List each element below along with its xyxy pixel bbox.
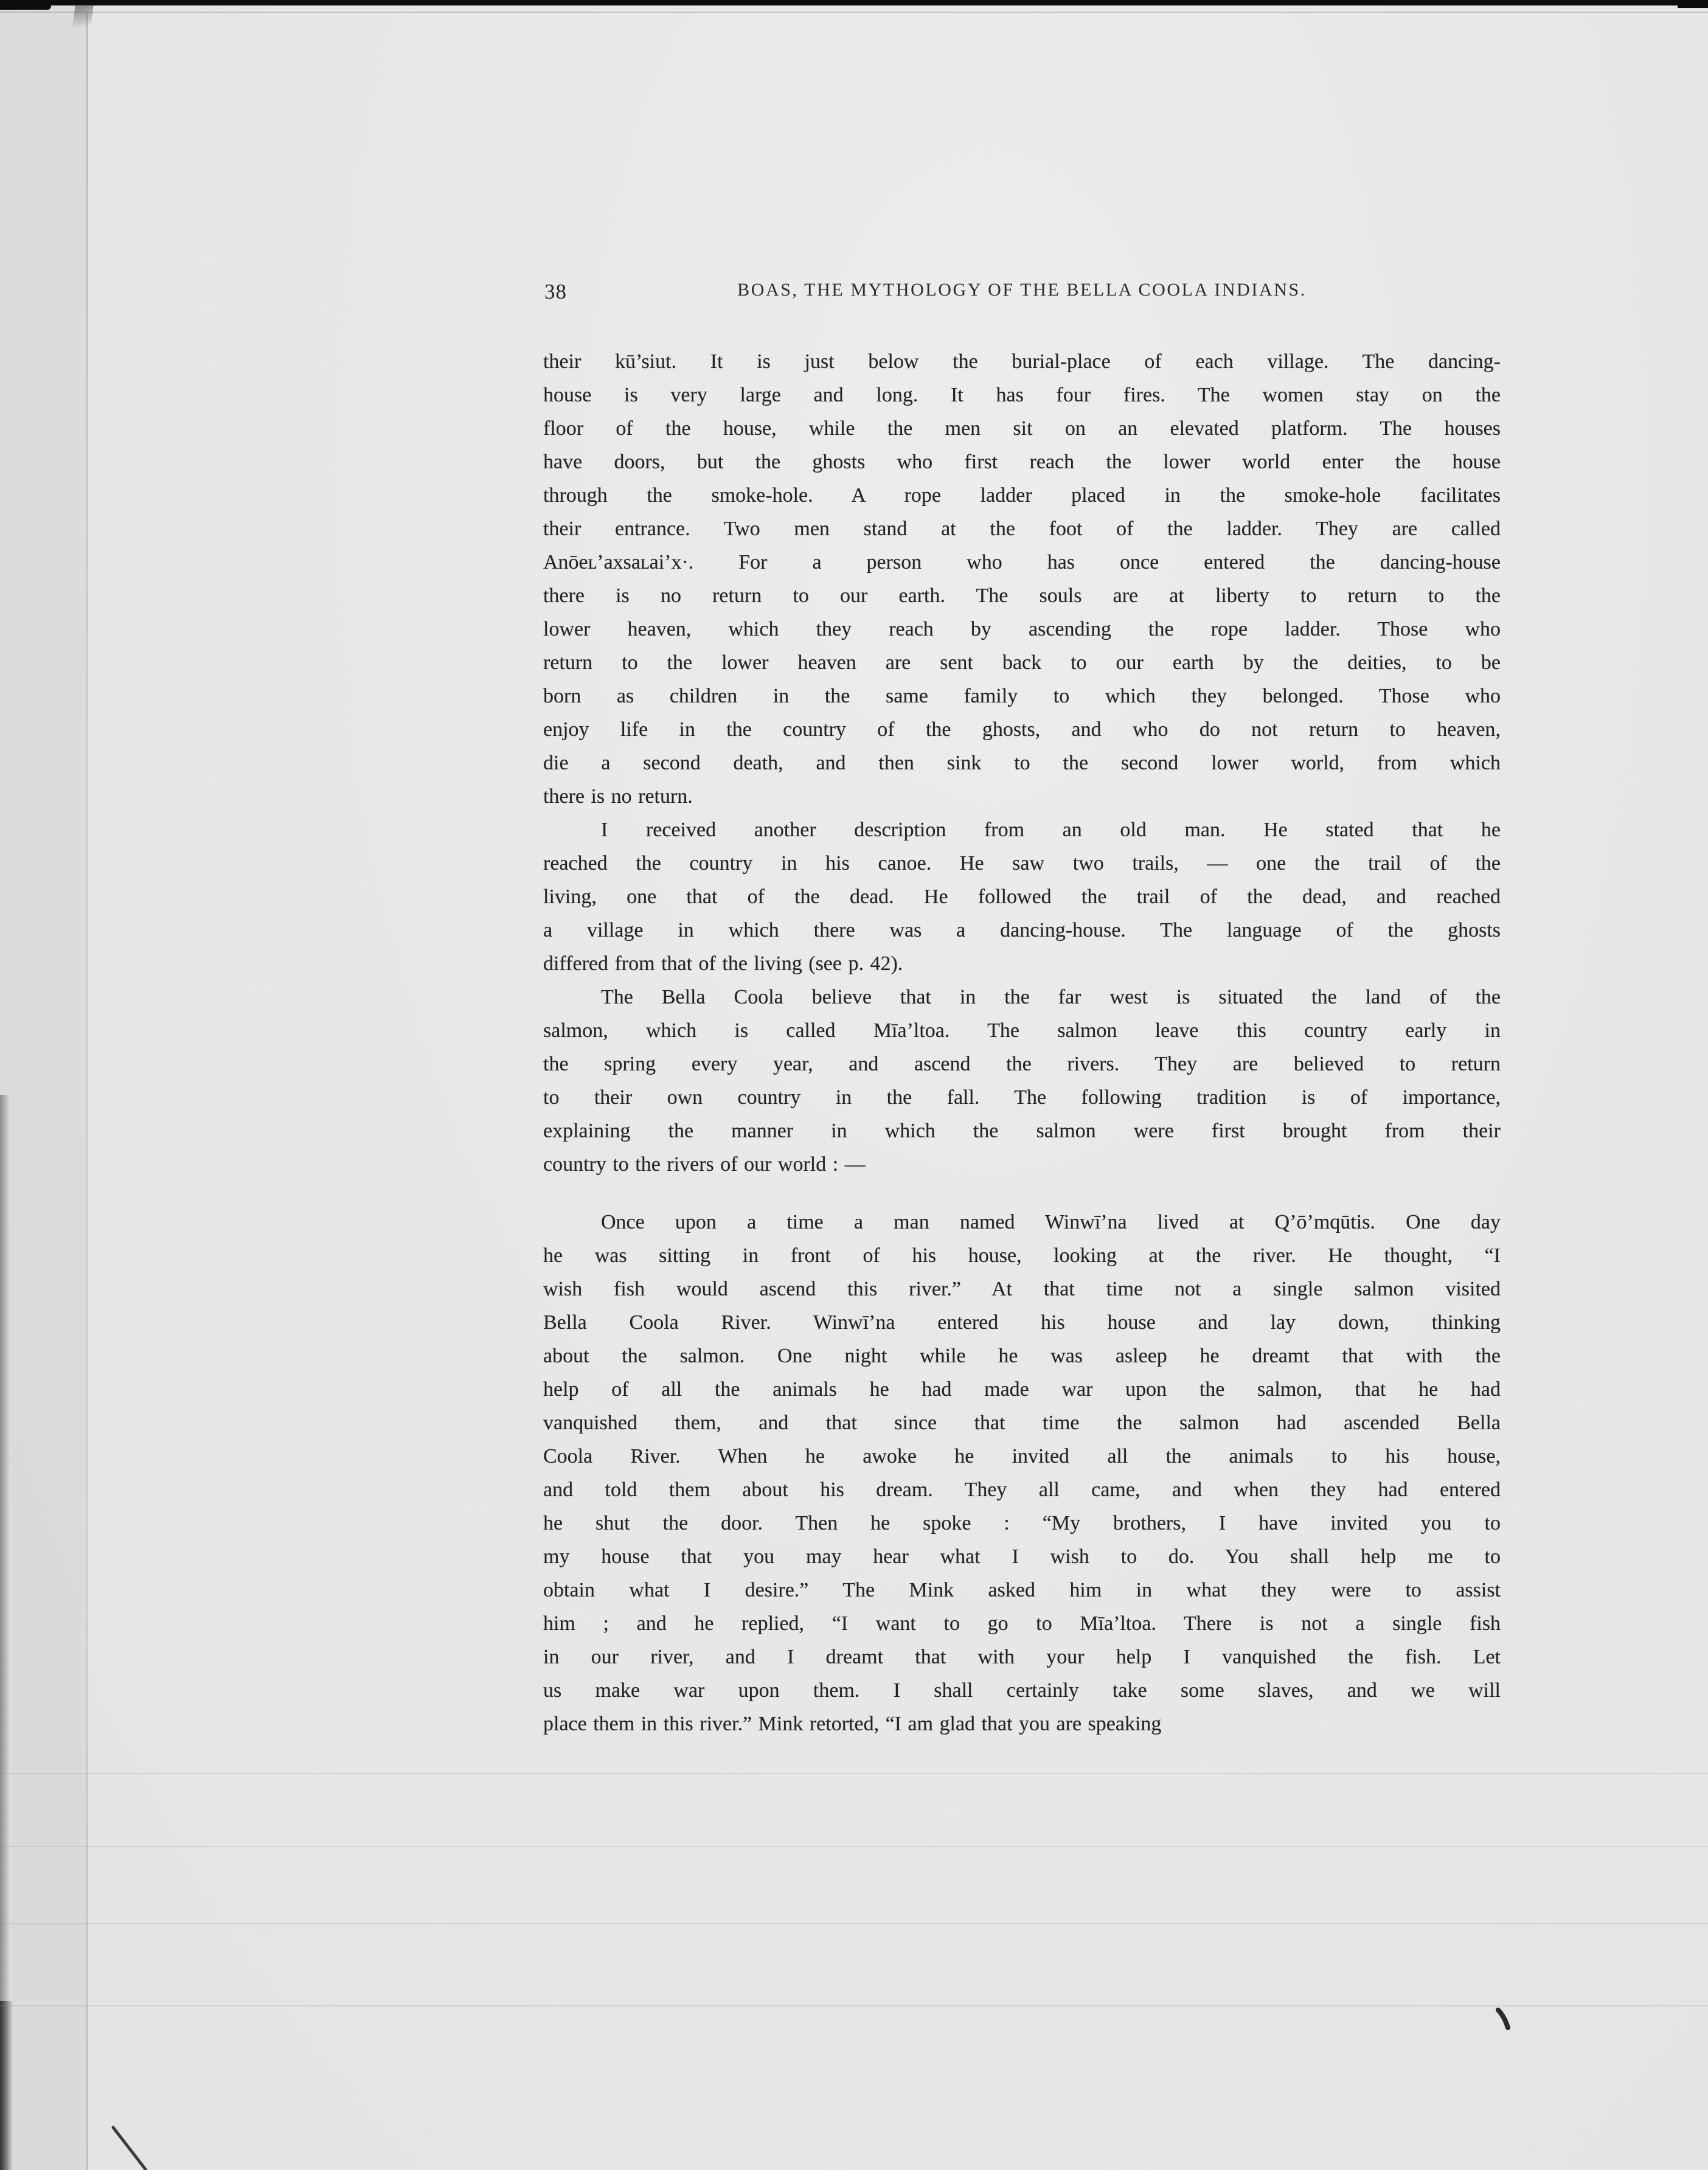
text-line: I received another description from an old man. He stated that he [601,819,1501,841]
text-line: explaining the manner in which the salmon were first brought from their [543,1120,1501,1142]
text-line: floor of the house, while the men sit on an elevated platform. The houses [543,417,1501,440]
text-line: enjoy life in the country of the ghosts, and who do not return to heaven, [543,718,1501,741]
text-line: lower heaven, which they reach by ascending the rope ladder. Those who [543,618,1501,640]
text-line: vanquished them, and that since that time the salmon had ascended Bella [543,1412,1501,1434]
text-line: Coola River. When he awoke he invited all the animals to his house, [543,1445,1501,1468]
text-line: my house that you may hear what I wish to do. You shall help me to [543,1545,1501,1568]
paragraph [543,1205,1501,1741]
scan-edge-top [0,0,1708,5]
text-line: help of all the animals he had made war upon the salmon, that he had [543,1378,1501,1401]
text-line: The Bella Coola believe that in the far west is situated the land of the [601,986,1501,1008]
text-line: reached the country in his canoe. He saw two trails, — one the trail of the [543,852,1501,875]
pen-stroke-mark [109,2124,153,2170]
page-fold-wedge [72,5,93,32]
text-line: return to the lower heaven are sent back to our earth by the deities, to be [543,651,1501,674]
text-line: he shut the door. Then he spoke : “My brothers, I have invited you to [543,1512,1501,1534]
text-line: the spring every year, and ascend the rivers. They are believed to return [543,1053,1501,1075]
text-line: to their own country in the fall. The following tradition is of importance, [543,1086,1501,1109]
paragraph [543,345,1501,813]
text-line: and told them about his dream. They all came, and when they had entered [543,1478,1501,1501]
scanline-artifact [0,1846,1708,1847]
running-head [543,280,1501,302]
page-number: 38 [544,280,567,303]
ink-comma-mark [1491,2006,1518,2035]
text-line: wish fish would ascend this river.” At that time not a single salmon visited [543,1278,1501,1300]
text-line: in our river, and I dreamt that with your help I vanquished the fish. Let [543,1646,1501,1668]
text-line: Anōeʟ’axsaʟai’x·. For a person who has once entered the dancing-house [543,551,1501,574]
text-line: he was sitting in front of his house, looking at the river. He thought, “I [543,1244,1501,1267]
text-line: him ; and he replied, “I want to go to Mīa’ltoa. There is not a single fish [543,1612,1501,1635]
text-line: Bella Coola River. Winwī’na entered his house and lay down, thinking [543,1311,1501,1334]
scan-edge-corner-right [1678,0,1708,8]
text-line: house is very large and long. It has four fires. The women stay on the [543,384,1501,406]
text-line: country to the rivers of our world : — [543,1153,866,1176]
scan-edge-corner-left [0,0,51,10]
scanline-artifact [0,2005,1708,2006]
text-line: have doors, but the ghosts who first reach the lower world enter the house [543,451,1501,473]
text-line: us make war upon them. I shall certainly take some slaves, and we will [543,1679,1501,1702]
page-body-text [543,345,1501,1741]
printed-text-block [543,280,1501,1741]
text-line: Once upon a time a man named Winwī’na lived at Q’ō’mqūtis. One day [601,1211,1501,1233]
text-line: a village in which there was a dancing-house. The language of the ghosts [543,919,1501,941]
text-line: obtain what I desire.” The Mink asked him in what they were to assist [543,1579,1501,1601]
binding-shadow-dark [0,2001,13,2170]
text-line: through the smoke-hole. A rope ladder placed in the smoke-hole facilitates [543,484,1501,507]
paragraph [543,813,1501,980]
text-line: salmon, which is called Mīa’ltoa. The salmon leave this country early in [543,1019,1501,1042]
text-line: their kū’siut. It is just below the burial-place of each village. The dancing- [543,350,1501,373]
text-line: there is no return. [543,785,693,808]
text-line: there is no return to our earth. The souls are at liberty to return to the [543,584,1501,607]
page-gutter-shading [0,0,86,2170]
text-line: living, one that of the dead. He followed the trail of the dead, and reached [543,886,1501,908]
scanline-artifact [0,1923,1708,1924]
text-line: about the salmon. One night while he was asleep he dreamt that with the [543,1345,1501,1367]
running-title: BOAS, THE MYTHOLOGY OF THE BELLA COOLA INDIANS. [737,280,1307,300]
text-line: place them in this river.” Mink retorted, “I am glad that you are speaking [543,1713,1162,1735]
scanline-artifact [0,1773,1708,1774]
text-line: born as children in the same family to which they belonged. Those who [543,685,1501,707]
text-line: die a second death, and then sink to the second lower world, from which [543,752,1501,774]
text-line: differed from that of the living (see p. 42). [543,952,903,975]
paragraph [543,980,1501,1181]
scan-hairline [0,12,1708,13]
text-line: their entrance. Two men stand at the foot of the ladder. They are called [543,518,1501,540]
